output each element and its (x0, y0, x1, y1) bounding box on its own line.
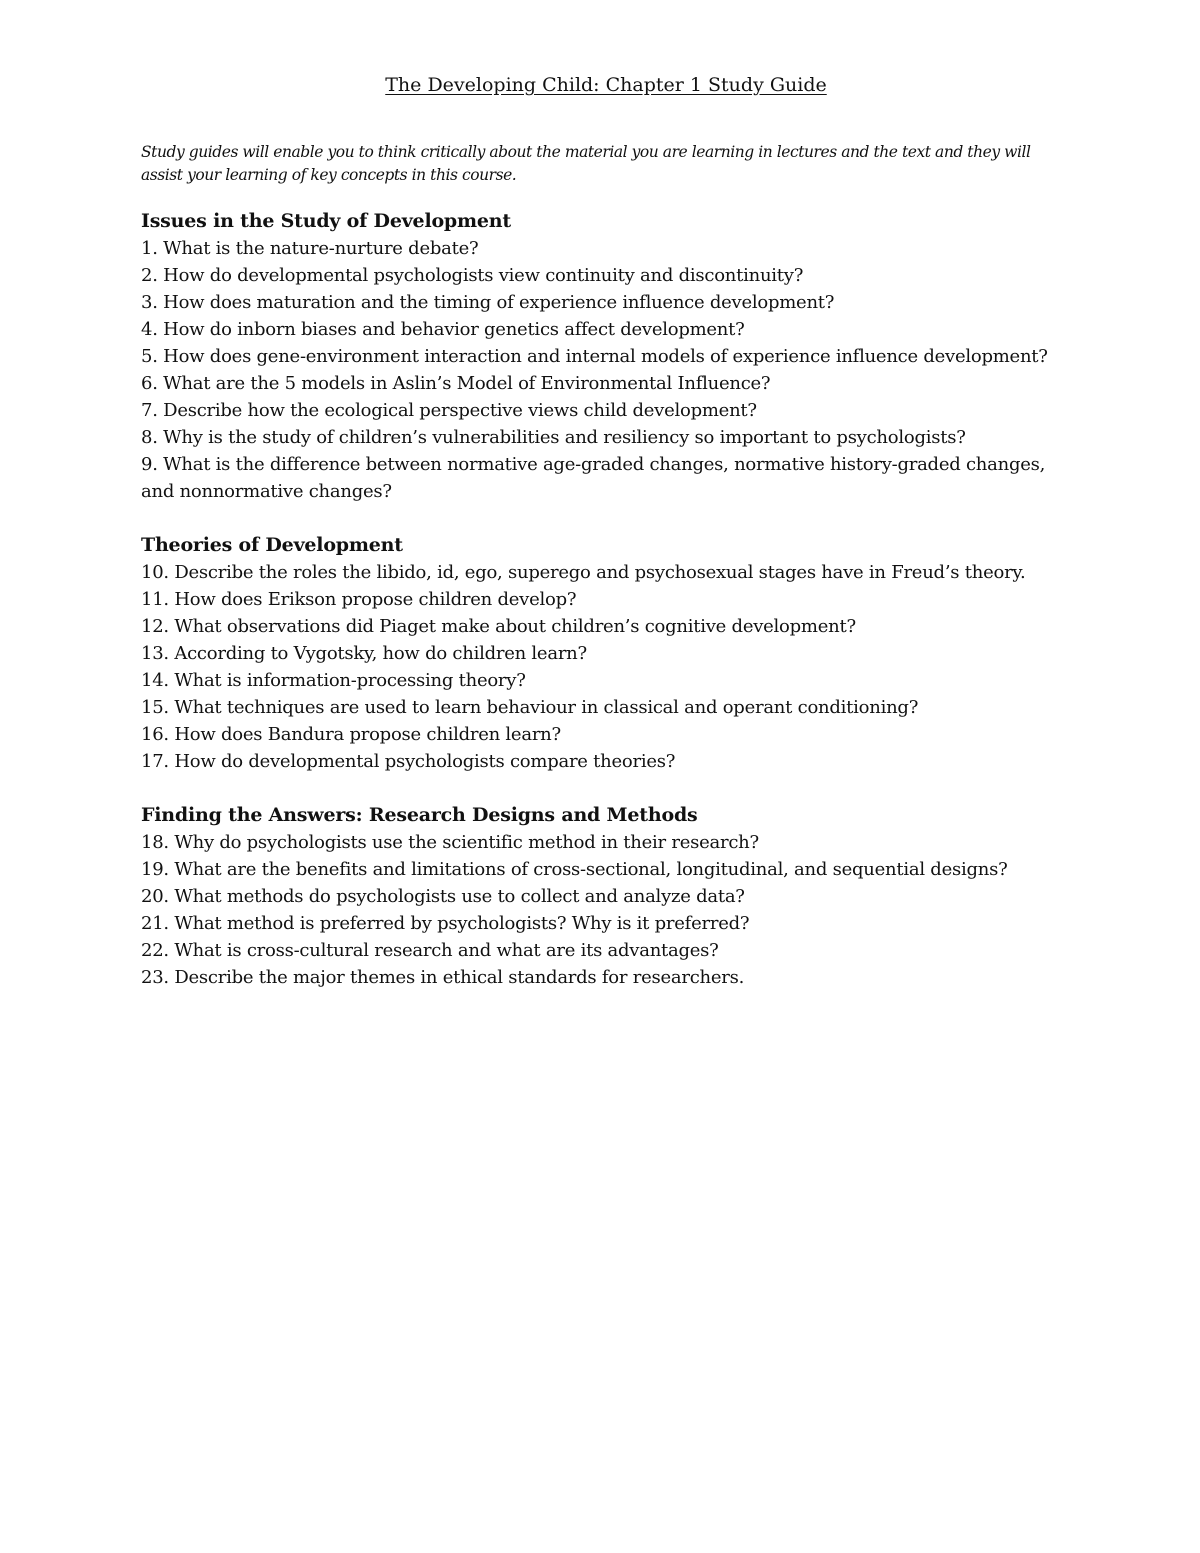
question-item: 14. What is information-processing theory? (141, 670, 526, 691)
question-item: 17. How do developmental psychologists compare theories? (141, 751, 676, 772)
question-item: 15. What techniques are used to learn behaviour in classical and operant conditioning? (141, 697, 919, 718)
section-heading: Finding the Answers: Research Designs and Methods (141, 804, 698, 826)
question-item: 2. How do developmental psychologists view continuity and discontinuity? (141, 265, 804, 286)
question-item: 4. How do inborn biases and behavior genetics affect development? (141, 319, 745, 340)
section-heading: Theories of Development (141, 534, 403, 556)
question-item: 1. What is the nature-nurture debate? (141, 238, 479, 259)
question-item: 19. What are the benefits and limitations of cross-sectional, longitudinal, and sequential designs? (141, 859, 1008, 880)
question-item: 18. Why do psychologists use the scientific method in their research? (141, 832, 759, 853)
question-item: 13. According to Vygotsky, how do children learn? (141, 643, 587, 664)
question-item: 11. How does Erikson propose children develop? (141, 589, 577, 610)
question-item: 3. How does maturation and the timing of experience influence development? (141, 292, 835, 313)
question-item: 5. How does gene-environment interaction and internal models of experience influence development? (141, 346, 1048, 367)
question-item: 20. What methods do psychologists use to collect and analyze data? (141, 886, 745, 907)
question-item: 12. What observations did Piaget make about children’s cognitive development? (141, 616, 856, 637)
question-item: 9. What is the difference between normative age-graded changes, normative history-graded changes, and nonnormative changes? (141, 454, 1046, 502)
section-research-methods (141, 802, 1071, 991)
document-page (141, 72, 1071, 991)
question-item: 6. What are the 5 models in Aslin’s Model of Environmental Influence? (141, 373, 771, 394)
question-list (141, 559, 1071, 775)
section-issues (141, 208, 1071, 505)
question-item: 16. How does Bandura propose children learn? (141, 724, 561, 745)
section-heading: Issues in the Study of Development (141, 210, 511, 232)
question-item: 7. Describe how the ecological perspective views child development? (141, 400, 757, 421)
document-title: The Developing Child: Chapter 1 Study Guide (385, 74, 827, 96)
question-item: 22. What is cross-cultural research and what are its advantages? (141, 940, 719, 961)
section-theories (141, 532, 1071, 775)
intro-text: Study guides will enable you to think critically about the material you are learning in lectures and the text and they will assist your learning of key concepts in this course. (141, 143, 1031, 184)
question-list (141, 235, 1071, 505)
question-item: 8. Why is the study of children’s vulnerabilities and resiliency so important to psychologists? (141, 427, 966, 448)
question-item: 10. Describe the roles the libido, id, ego, superego and psychosexual stages have in Freud’s theory. (141, 562, 1026, 583)
question-list (141, 829, 1071, 991)
question-item: 21. What method is preferred by psychologists? Why is it preferred? (141, 913, 750, 934)
question-item: 23. Describe the major themes in ethical standards for researchers. (141, 967, 745, 988)
